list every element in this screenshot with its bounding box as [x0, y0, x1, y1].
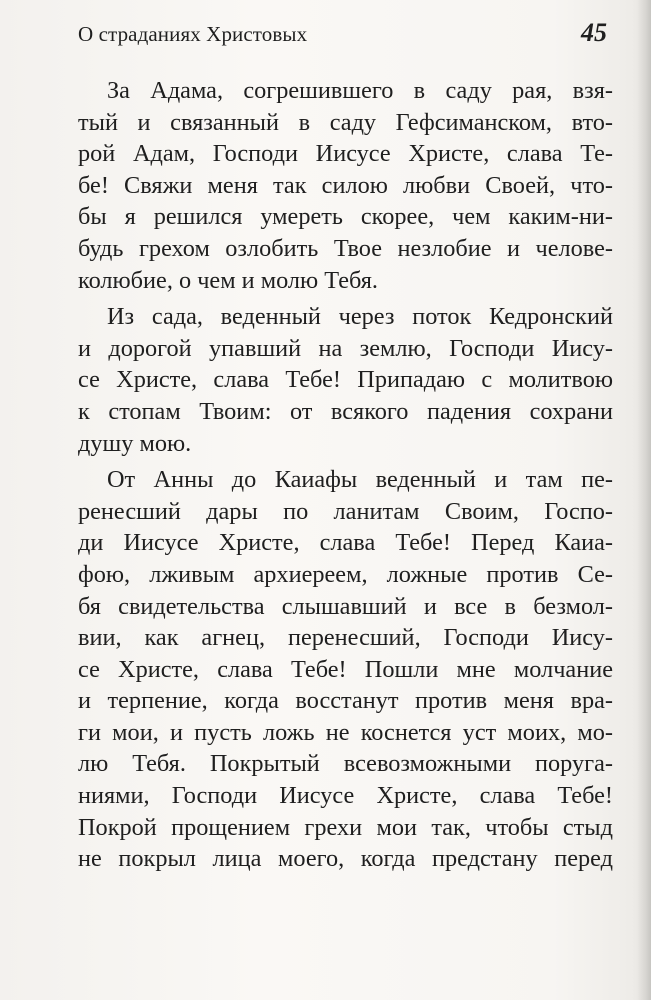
paragraph-kedron: [78, 296, 613, 459]
text-line: и дорогой упавший на землю, Господи Иису-: [78, 334, 613, 362]
text-line: ренесший дары по ланитам Своим, Госпо-: [78, 497, 613, 525]
text-line: душу мою.: [78, 429, 192, 457]
page-number: 45: [581, 18, 607, 47]
text-line: фою, лживым архиереем, ложные против Се-: [78, 560, 613, 588]
page-edge-shadow: [637, 0, 651, 1000]
text-line: тый и связанный в саду Гефсиманском, вто-: [78, 108, 613, 136]
running-head: О страданиях Христовых: [78, 22, 308, 46]
text-line: ниями, Господи Иисусе Христе, слава Тебе!: [78, 782, 613, 810]
text-line: лю Тебя. Покрытый всевозможными поруга-: [78, 750, 613, 778]
text-line: и терпение, когда восстанут против меня вра-: [78, 687, 613, 715]
text-line: ди Иисусе Христе, слава Тебе! Перед Каиа-: [78, 529, 613, 557]
text-line: будь грехом озлобить Твое незлобие и челове-: [78, 234, 613, 262]
text-line: се Христе, слава Тебе! Пошли мне молчание: [78, 655, 613, 683]
text-line: вии, как агнец, перенесший, Господи Иису-: [78, 624, 613, 652]
paragraph-adam: [78, 70, 613, 296]
text-line: се Христе, слава Тебе! Припадаю с молитвою: [78, 366, 613, 394]
text-line: бя свидетельства слышавший и все в безмол-: [78, 592, 613, 620]
text-line: колюбие, о чем и молю Тебя.: [78, 266, 378, 294]
text-line: ги мои, и пусть ложь не коснется уст моих, мо-: [78, 718, 613, 746]
text-line: бы я решился умереть скорее, чем каким-ни-: [78, 203, 613, 231]
body-text: [78, 70, 613, 875]
paragraph-caiaphas: [78, 459, 613, 875]
text-line: За Адама, согрешившего в саду рая, взя-: [107, 77, 613, 104]
text-line: бе! Свяжи меня так силою любви Своей, что-: [78, 171, 613, 199]
text-line: рой Адам, Господи Иисусе Христе, слава Те-: [78, 140, 613, 168]
text-line: Из сада, веденный через поток Кедронский: [107, 303, 613, 331]
text-line: не покрыл лица моего, когда предстану перед: [78, 845, 613, 873]
text-line: Покрой прощением грехи мои так, чтобы стыд: [78, 813, 613, 841]
text-line: От Анны до Каиафы веденный и там пе-: [107, 466, 613, 494]
text-line: к стопам Твоим: от всякого падения сохрани: [78, 397, 613, 425]
